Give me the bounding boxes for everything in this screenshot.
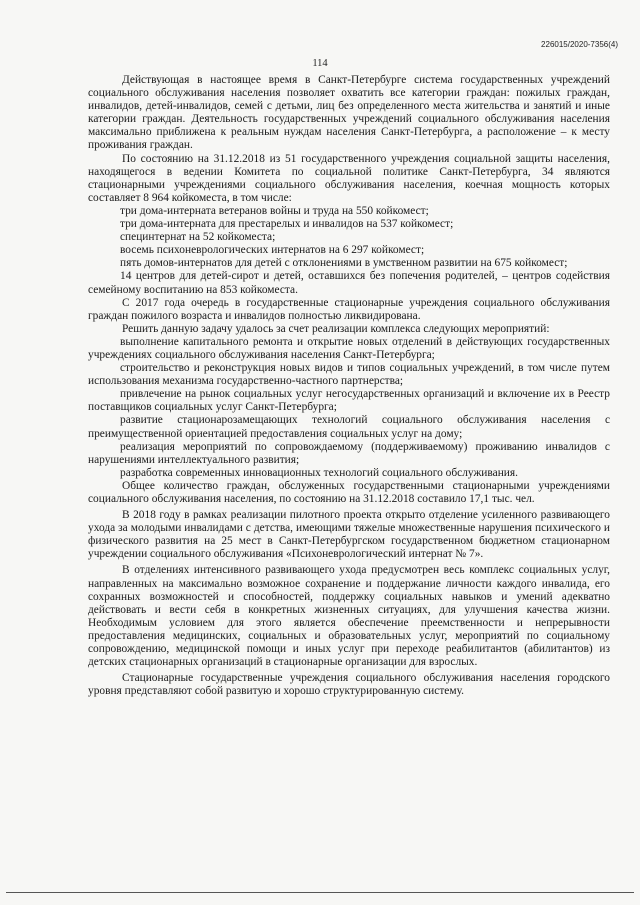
document-body — [88, 74, 610, 698]
paragraph: Стационарные государственные учреждения социального обслуживания населения городского уровня представляют собой развитую и хорошо структурированную систему. — [88, 672, 610, 698]
list-item: специнтернат на 52 койкоместа; — [120, 231, 276, 244]
paragraph: В отделениях интенсивного развивающего ухода предусмотрен весь комплекс социальных услуг, направленных на максимально возможное сохранение и поддержание личности каждого инвалида, его сохранных возможностей и способностей, поддержку социальных навыков и умений адекватно действовать и вести себя в конкретных жизненных ситуациях, для улучшения качества жизни. Необходимым условием для этого является обеспечение преемственности и непрерывности предоставления медицинских, социальных и образовательных услуг, мероприятий по социальному сопровождению, медицинской помощи и иных услуг при переходе реабилитантов (абилитантов) из детских стационарных организаций в стационарные организации для взрослых. — [88, 564, 610, 669]
document-number: 226015/2020-7356(4) — [541, 40, 618, 49]
paragraph: В 2018 году в рамках реализации пилотного проекта открыто отделение усиленного развивающего ухода за молодыми инвалидами с детства, имеющими тяжелые множественные нарушения психического и физического развития на 25 мест в Санкт-Петербургском государственном бюджетном стационарном учреждении социального обслуживания «Психоневрологический интернат № 7». — [88, 509, 610, 561]
list-item: разработка современных инновационных технологий социального обслуживания. — [120, 466, 518, 479]
list-item: пять домов-интернатов для детей с отклонениями в умственном развитии на 675 койкомест; — [120, 257, 568, 270]
list-item: три дома-интерната ветеранов войны и труда на 550 койкомест; — [120, 204, 429, 217]
paragraph: Решить данную задачу удалось за счет реализации комплекса следующих мероприятий: — [122, 322, 550, 335]
list-item: привлечение на рынок социальных услуг негосударственных организаций и включение их в Реестр поставщиков социальных услуг Санкт-Петербурга; — [88, 388, 610, 414]
list-item: развитие стационарозамещающих технологий социального обслуживания населения с преимущественной ориентацией предоставления социальных услуг на дому; — [88, 414, 610, 440]
list-item: строительство и реконструкция новых видов и типов социальных учреждений, в том числе путем использования механизма государственно-частного партнерства; — [88, 362, 610, 388]
page-number: 114 — [312, 58, 328, 69]
list-item: восемь психоневрологических интернатов на 6 297 койкомест; — [120, 244, 425, 257]
paragraph: По состоянию на 31.12.2018 из 51 государственного учреждения социальной защиты населения, находящегося в ведении Комитета по социальной политике Санкт-Петербурга, 34 являются стационарными учреждениями социального обслуживания населения, коечная мощность которых составляет 8 964 койкоместа, в том числе: — [88, 152, 610, 204]
list-item: три дома-интерната для престарелых и инвалидов на 537 койкомест; — [120, 218, 454, 231]
page-bottom-rule — [6, 892, 634, 893]
paragraph: Общее количество граждан, обслуженных государственными стационарными учреждениями социального обслуживания населения, по состоянию на 31.12.2018 составило 17,1 тыс. чел. — [88, 479, 610, 505]
list-item: выполнение капитального ремонта и открытие новых отделений в действующих государственных учреждениях социального обслуживания населения Санкт-Петербурга; — [88, 335, 610, 361]
paragraph: С 2017 года очередь в государственные стационарные учреждения социального обслуживания граждан пожилого возраста и инвалидов полностью ликвидирована. — [88, 296, 610, 322]
paragraph: Действующая в настоящее время в Санкт-Петербурге система государственных учреждений социального обслуживания населения позволяет охватить все категории граждан: пожилых граждан, инвалидов, детей-инвалидов, семей с детьми, лиц без определенного места жительства и занятий и иные категории граждан. Деятельность государственных учреждений социального обслуживания населения максимально приближена к реальным нуждам населения Санкт-Петербурга, а расположение – к месту проживания граждан. — [88, 74, 610, 152]
list-item: реализация мероприятий по сопровождаемому (поддерживаемому) проживанию инвалидов с нарушениями интеллектуального развития; — [88, 440, 610, 466]
list-item: 14 центров для детей-сирот и детей, оставшихся без попечения родителей, – центров содействия семейному воспитанию на 853 койкоместа. — [88, 270, 610, 296]
